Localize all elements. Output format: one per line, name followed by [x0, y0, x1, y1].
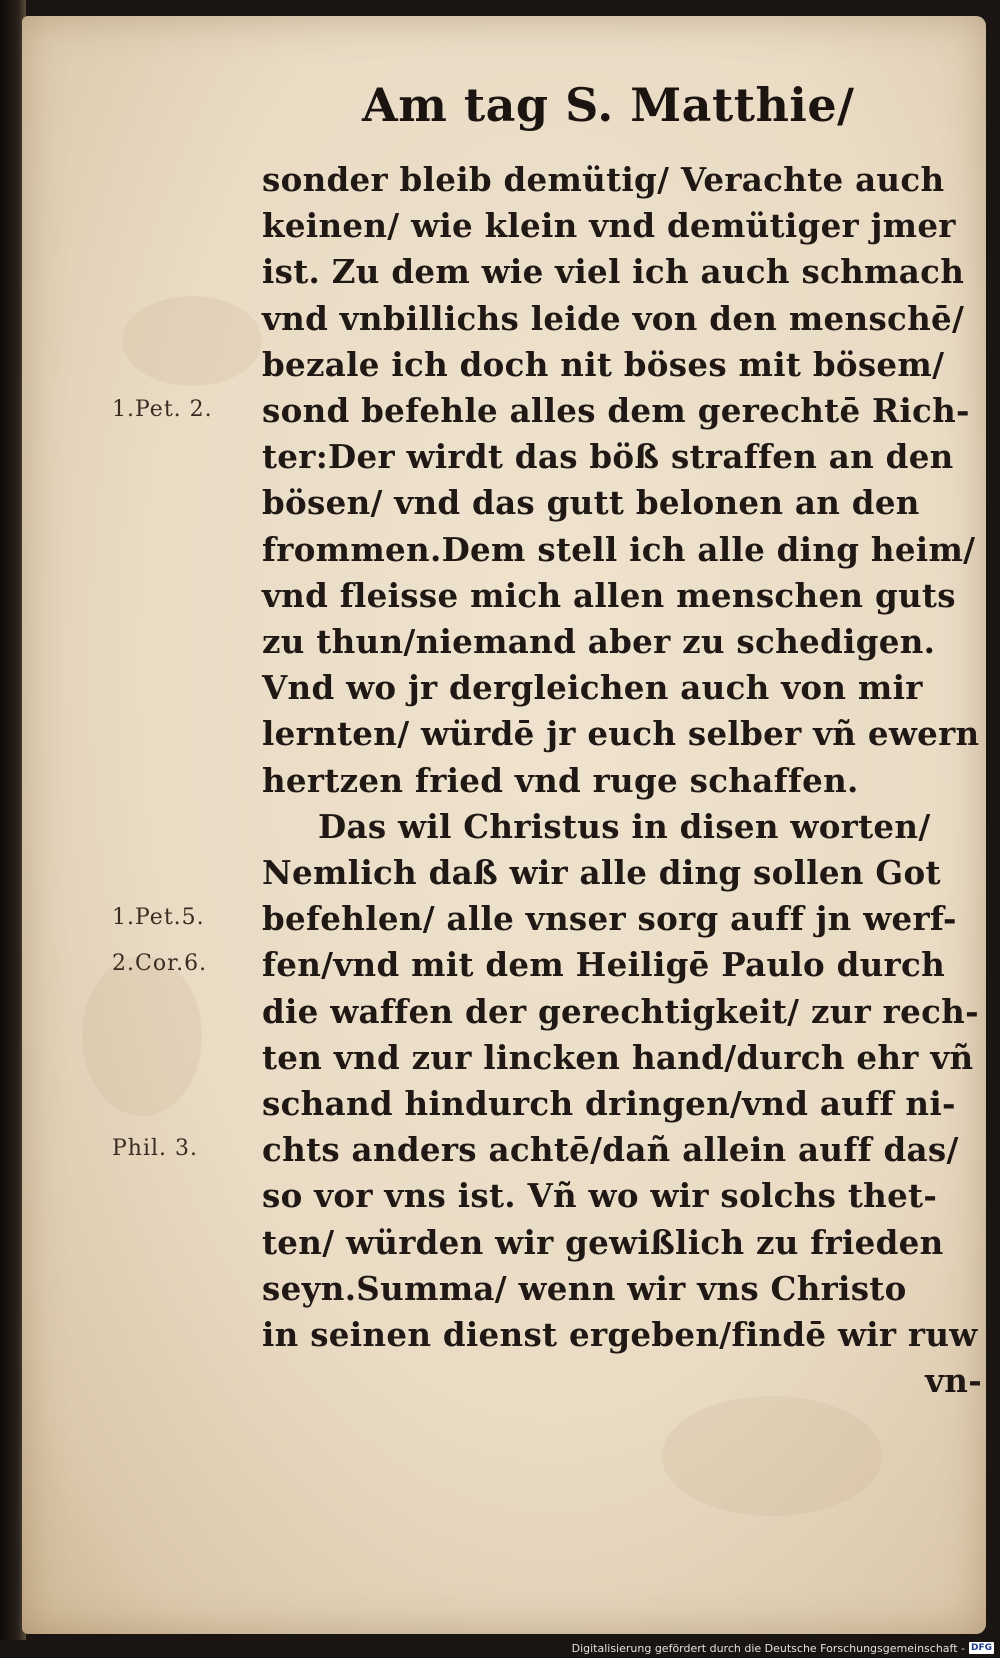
text-line: schand hindurch dringen/vnd auff ni- — [262, 1084, 956, 1123]
text-line: hertzen fried vnd ruge schaffen. — [262, 760, 859, 800]
dfg-logo: DFG — [970, 1643, 992, 1653]
text-line: ten/ würden wir gewißlich zu frieden — [262, 1222, 944, 1262]
text-line: lernten/ würdē jr euch selber vñ ewern — [262, 714, 980, 754]
text-line: so vor vns ist. Vñ wo wir solchs thet- — [262, 1176, 938, 1216]
text-line: ten vnd zur lincken hand/durch ehr vñ — [262, 1037, 974, 1077]
text-line: sonder bleib demütig/ Verachte auch — [262, 160, 945, 199]
paper-stain — [122, 296, 262, 386]
text-line: vnd vnbillichs leide von den menschē/ — [262, 298, 965, 338]
text-line: sond befehle alles dem gerechtē Rich- — [262, 391, 970, 430]
text-line: ter:Der wirdt das böß straffen an den — [262, 437, 954, 477]
book-page — [22, 16, 986, 1634]
margin-note: 1.Pet. 2. — [112, 397, 213, 422]
digitization-footer — [572, 1640, 994, 1656]
margin-note: 1.Pet.5. — [112, 905, 205, 931]
text-line: befehlen/ alle vnser sorg auff jn werf- — [262, 899, 957, 939]
text-line: bösen/ vnd das gutt belonen an den — [262, 483, 920, 523]
margin-note: Phil. 3. — [112, 1136, 199, 1162]
text-line: bezale ich doch nit böses mit bösem/ — [262, 344, 945, 384]
text-line: Nemlich daß wir alle ding sollen Got — [262, 853, 941, 892]
text-line: seyn.Summa/ wenn wir vns Christo — [262, 1268, 907, 1308]
text-line: chts anders achtē/dañ allein auff das/ — [262, 1130, 959, 1170]
text-line: in seinen dienst ergeben/findē wir ruw — [262, 1315, 978, 1354]
paper-stain — [82, 956, 202, 1116]
text-line: Das wil Christus in disen worten/ — [318, 806, 931, 846]
text-line: Vnd wo jr dergleichen auch von mir — [262, 668, 923, 708]
text-line: frommen.Dem stell ich alle ding heim/ — [262, 529, 976, 569]
text-line: keinen/ wie klein vnd demütiger jmer — [262, 206, 956, 246]
text-line: ist. Zu dem wie viel ich auch schmach — [262, 252, 965, 292]
margin-note: 2.Cor.6. — [112, 951, 208, 977]
text-line: fen/vnd mit dem Heiligē Paulo durch — [262, 945, 946, 985]
paper-stain — [662, 1396, 882, 1516]
running-head: Am tag S. Matthie/ — [362, 78, 855, 132]
text-line: zu thun/niemand aber zu schedigen. — [262, 622, 936, 661]
text-line: vnd fleisse mich allen menschen guts — [262, 575, 956, 615]
footer-credit-text: Digitalisierung gefördert durch die Deutsche Forschungsgemeinschaft - — [571, 1641, 965, 1655]
text-line: vn- — [925, 1361, 982, 1401]
text-line: die waffen der gerechtigkeit/ zur rech- — [262, 991, 979, 1031]
